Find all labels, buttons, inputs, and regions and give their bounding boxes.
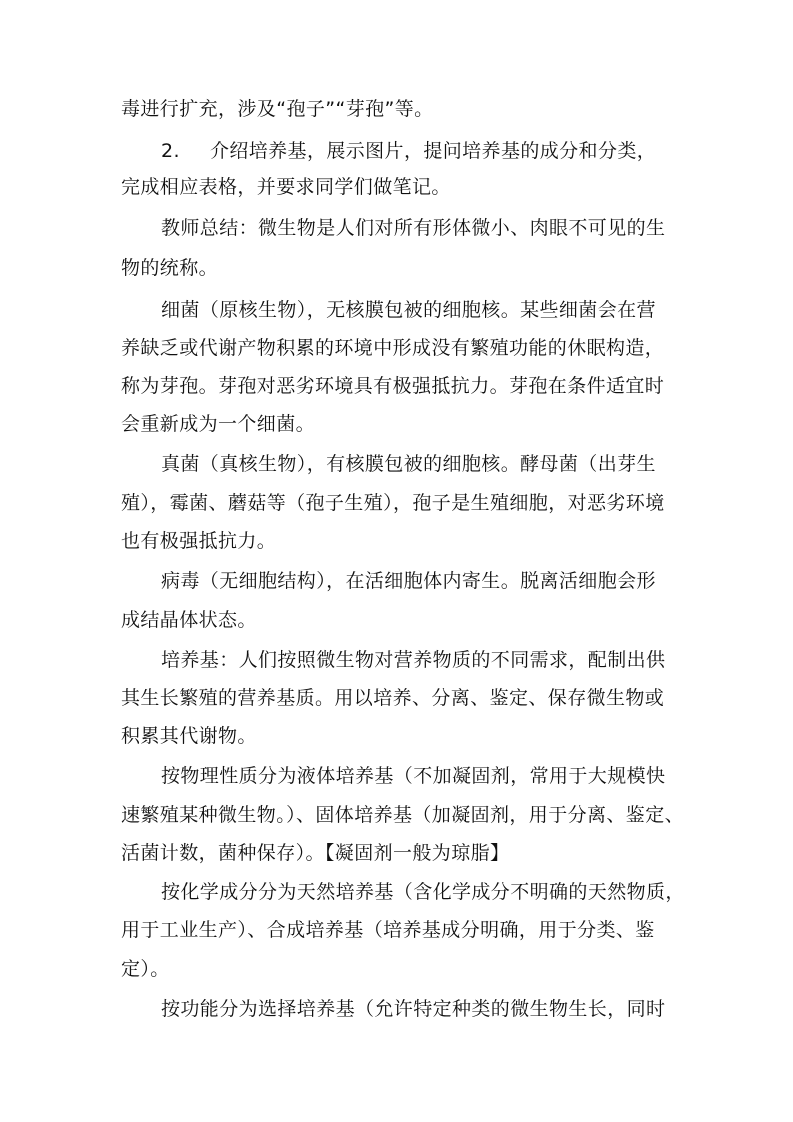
text-line: 速繁殖某种微生物。）、固体培养基（加凝固剂，用于分离、鉴定、 [121,804,685,826]
text-line: 养缺乏或代谢产物积累的环境中形成没有繁殖功能的休眠构造， [121,337,665,359]
text-line: 成结晶体状态。 [121,609,257,631]
text-line: 活菌计数，菌种保存）。【凝固剂一般为琼脂】 [121,842,510,864]
paragraph-functional-classification: 按功能分为选择培养基（允许特定种类的微生物生长，同时 [161,998,666,1020]
text-line: 积累其代谢物。 [121,725,257,747]
text-line: 其生长繁殖的营养基质。用以培养、分离、鉴定、保存微生物或 [121,687,665,709]
paragraph-fungi: 真菌（真核生物），有核膜包被的细胞核。酵母菌（出芽生 [161,453,656,475]
text-line: 完成相应表格，并要求同学们做笔记。 [121,176,451,198]
list-number: 2. [161,140,180,162]
text-line: 也有极强抵抗力。 [121,530,277,552]
list-item-2 [161,139,656,163]
text-line: 定）。 [121,958,170,980]
text-line: 会重新成为一个细菌。 [121,413,316,435]
paragraph-teacher-summary: 教师总结：微生物是人们对所有形体微小、肉眼不可见的生 [161,217,666,239]
text-line: 毒进行扩充，涉及“孢子”“芽孢”等。 [121,98,434,120]
text-line: 用于工业生产）、合成培养基（培养基成分明确，用于分类、鉴 [121,919,655,941]
paragraph-physical-classification: 按物理性质分为液体培养基（不加凝固剂，常用于大规模快 [161,765,666,787]
text-line: 殖），霉菌、蘑菇等（孢子生殖），孢子是生殖细胞，对恶劣环境 [121,492,665,514]
text-line: 称为芽孢。芽孢对恶劣环境具有极强抵抗力。芽孢在条件适宜时 [121,375,665,397]
text-span: 介绍培养基，展示图片，提问培养基的成分和分类， [209,140,657,162]
paragraph-virus: 病毒（无细胞结构），在活细胞体内寄生。脱离活细胞会形 [161,570,656,592]
paragraph-culture-medium: 培养基：人们按照微生物对营养物质的不同需求，配制出供 [161,649,666,671]
paragraph-bacteria: 细菌（原核生物），无核膜包被的细胞核。某些细菌会在营 [161,299,656,321]
paragraph-chemical-classification: 按化学成分分为天然培养基（含化学成分不明确的天然物质， [161,881,685,903]
text-line: 物的统称。 [121,257,219,279]
